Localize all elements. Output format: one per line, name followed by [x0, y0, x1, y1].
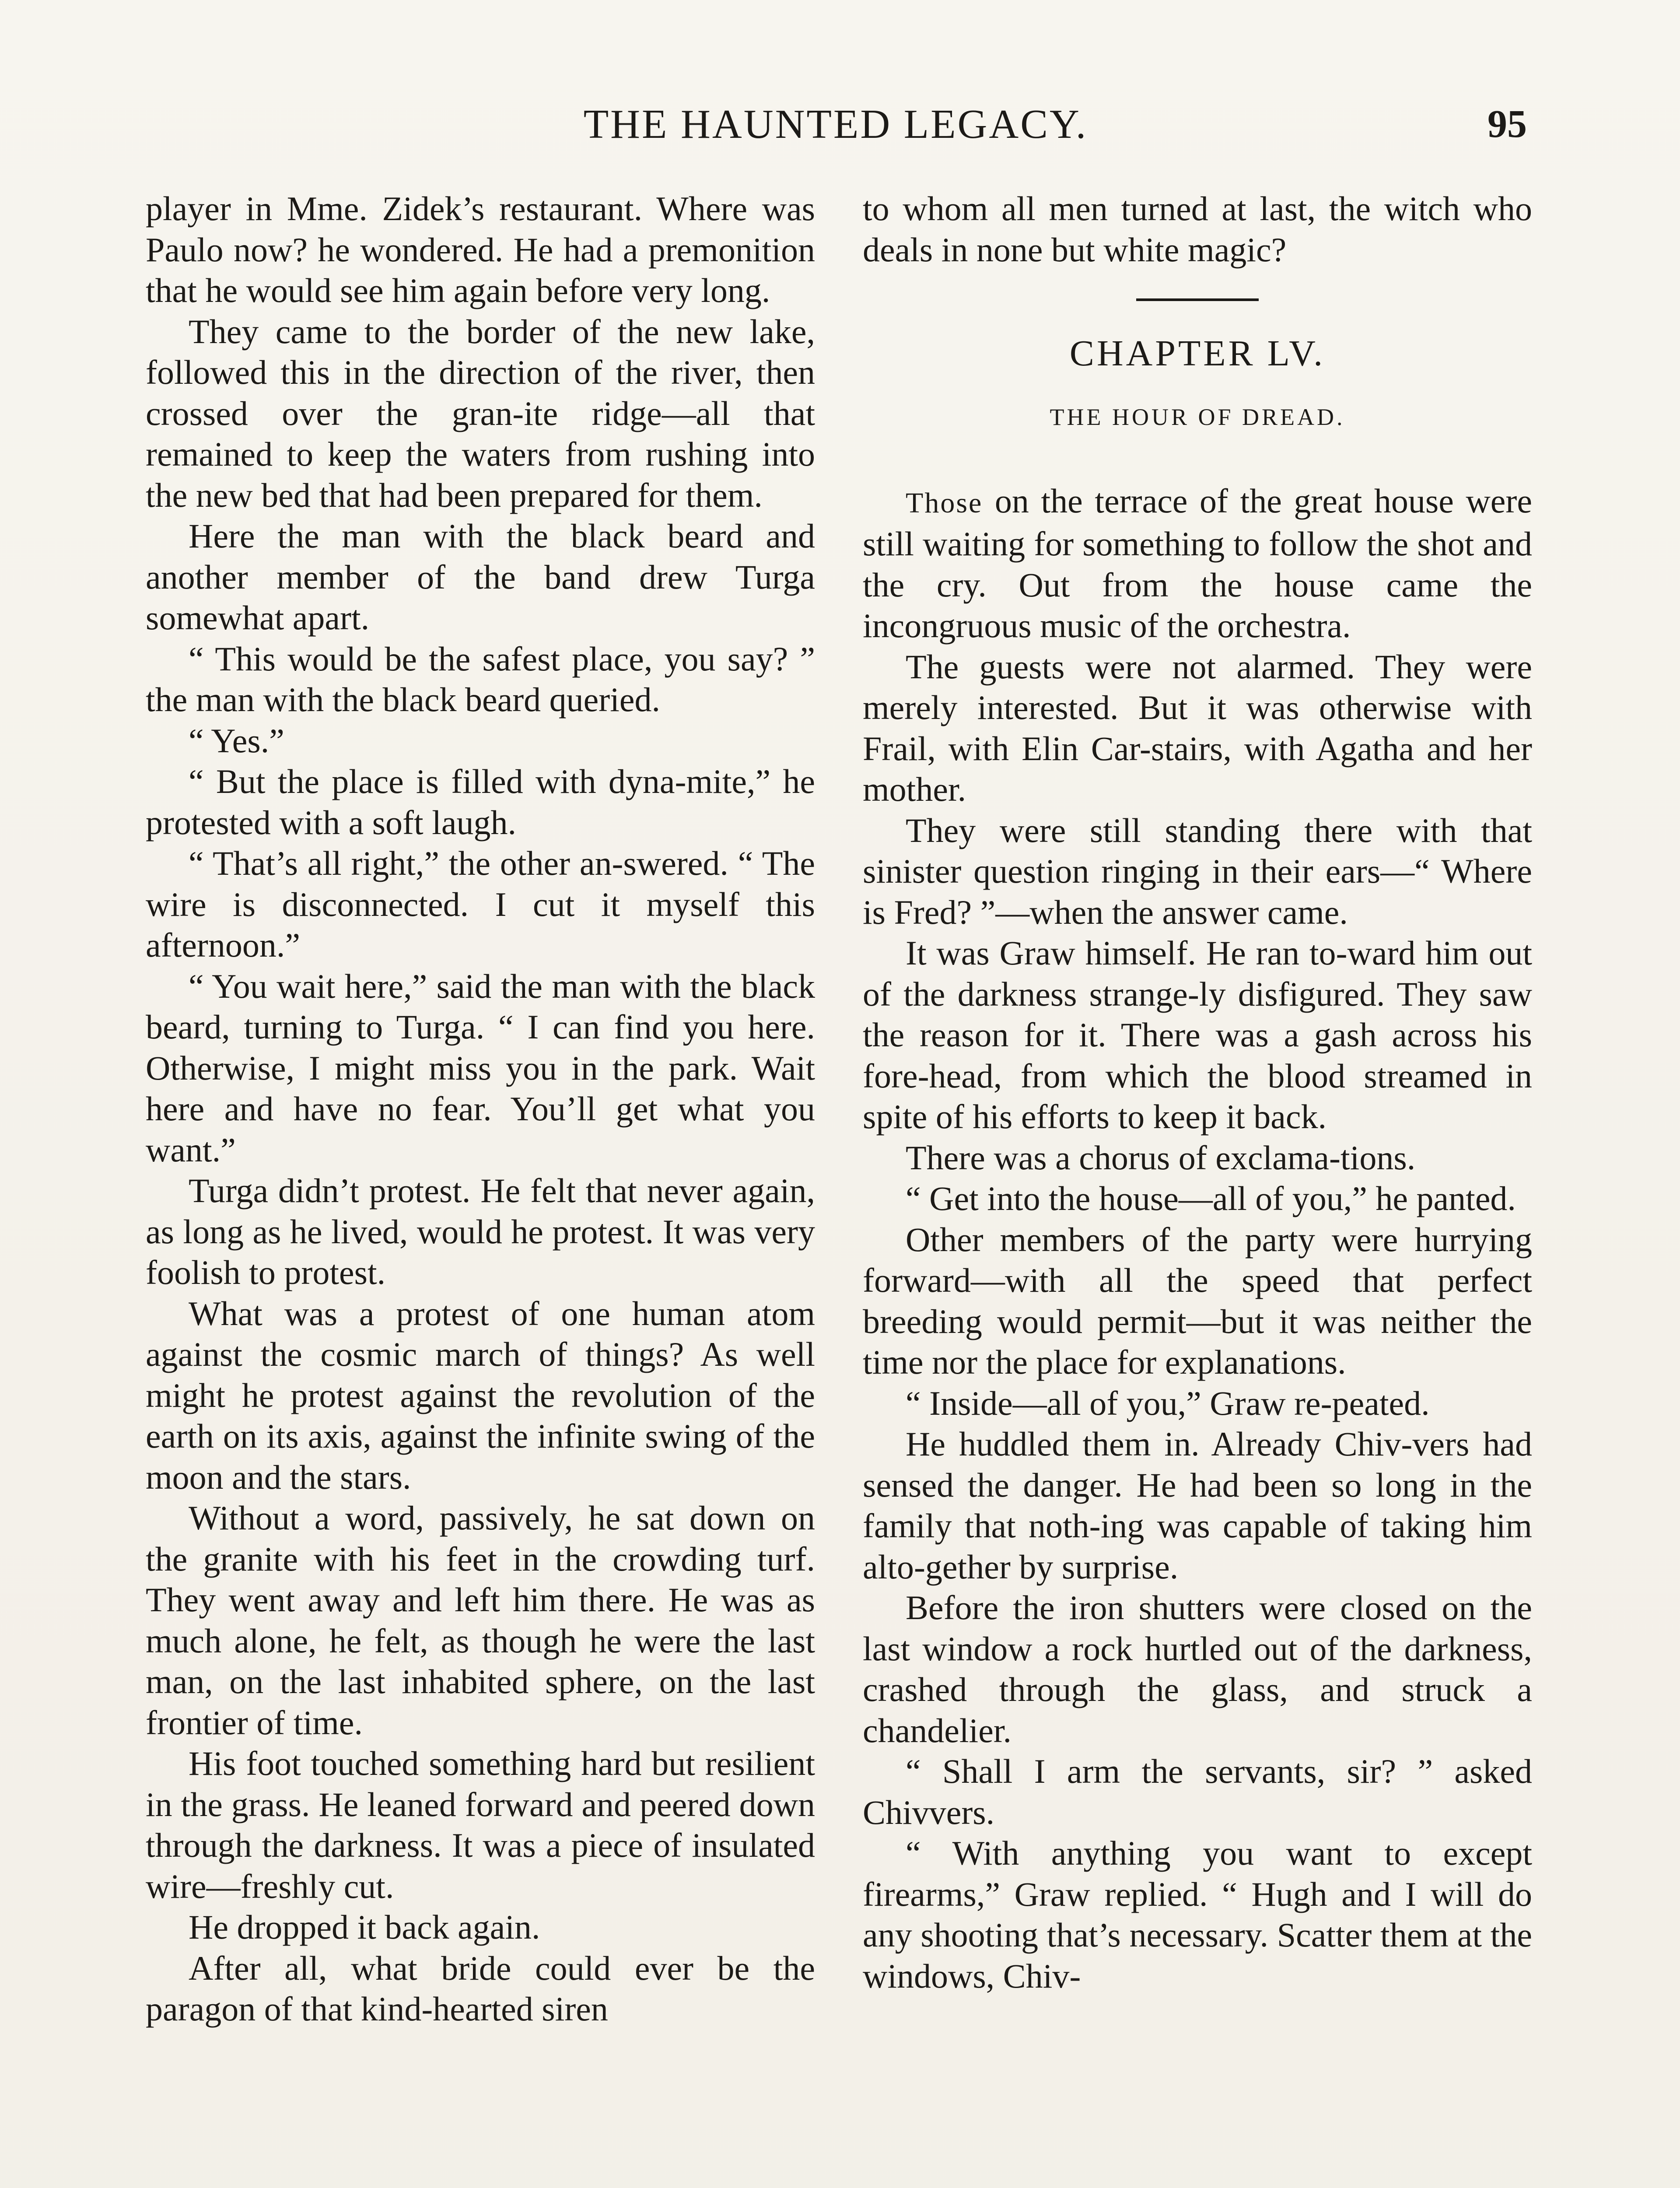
paragraph: “ You wait here,” said the man with the black beard, turning to Turga. “ I can find you here. Otherwise, I might miss you in the park. Wait here and have no fear. You’ll get what you want.” [146, 967, 815, 1169]
paragraph: Before the iron shutters were closed on the last window a rock hurtled out of the darkness, crashed through the glass, and struck a chandelier. [863, 1588, 1532, 1750]
paragraph: There was a chorus of exclama-tions. [906, 1138, 1416, 1177]
paragraph: “ With anything you want to except firearms,” Graw replied. “ Hugh and I will do any shooting that’s necessary. Scatter them at the windows, Chiv- [863, 1834, 1532, 1995]
paragraph: They came to the border of the new lake, followed this in the direction of the river, then crossed over the gran-ite ridge—all that remained to keep the waters from rushing into the new bed that had been prepared for them. [146, 312, 815, 514]
paragraph: Turga didn’t protest. He felt that never again, as long as he lived, would he protest. It was very foolish to protest. [146, 1171, 815, 1291]
small-caps-first-word: Those [906, 487, 983, 519]
paragraph: Without a word, passively, he sat down on the granite with his feet in the crowding turf. They went away and left him there. He was as much alone, he felt, as though he were the last man, on the last inhabited sphere, on the last frontier of time. [146, 1499, 815, 1742]
opening-text: on the terrace of the great house were still waiting for something to follow the shot and the cry. Out from the house came the incongruous music of the orchestra. [863, 481, 1532, 645]
paragraph: “ Shall I arm the servants, sir? ” asked Chivvers. [863, 1752, 1532, 1831]
chapter-opening-paragraph [863, 480, 1532, 646]
paragraph: “ Inside—all of you,” Graw re-peated. [906, 1384, 1430, 1422]
right-column [863, 188, 1532, 1996]
paragraph: He dropped it back again. [189, 1908, 540, 1946]
paragraph: Other members of the party were hurrying forward—with all the speed that perfect breeding would permit—but it was neither the time nor the place for explanations. [863, 1220, 1532, 1382]
paragraph: to whom all men turned at last, the witch who deals in none but white magic? [863, 189, 1532, 269]
paragraph: “ But the place is filled with dyna-mite,” he protested with a soft laugh. [146, 762, 815, 842]
running-header [144, 98, 1527, 160]
page-number: 95 [1488, 102, 1527, 146]
paragraph: “ That’s all right,” the other an-swered. “ The wire is disconnected. I cut it myself this afternoon.” [146, 844, 815, 964]
paragraph: “ This would be the safest place, you say? ” the man with the black beard queried. [146, 639, 815, 719]
chapter-subtitle: THE HOUR OF DREAD. [1050, 403, 1345, 430]
paragraph: What was a protest of one human atom against the cosmic march of things? As well might he protest against the revolution of the earth on its axis, against the infinite swing of the moon and the stars. [146, 1294, 815, 1496]
paragraph: His foot touched something hard but resilient in the grass. He leaned forward and peered down through the darkness. It was a piece of insulated wire—freshly cut. [146, 1744, 815, 1905]
left-column [146, 188, 815, 2030]
paragraph: Here the man with the black beard and another member of the band drew Turga somewhat apart. [146, 517, 815, 637]
running-title: THE HAUNTED LEGACY. [583, 102, 1088, 147]
paragraph: They were still standing there with that sinister question ringing in their ears—“ Where is Fred? ”—when the answer came. [863, 811, 1532, 931]
paragraph: He huddled them in. Already Chiv-vers had sensed the danger. He had been so long in the family that noth-ing was capable of taking him alto-gether by surprise. [863, 1425, 1532, 1586]
section-divider [1136, 298, 1259, 301]
paragraph: It was Graw himself. He ran to-ward him out of the darkness strange-ly disfigured. They saw the reason for it. There was a gash across his fore-head, from which the blood streamed in spite of his efforts to keep it back. [863, 934, 1532, 1136]
paragraph: player in Mme. Zidek’s restaurant. Where was Paulo now? he wondered. He had a premonition that he would see him again before very long. [146, 189, 815, 309]
paragraph: “ Get into the house—all of you,” he panted. [906, 1179, 1516, 1218]
paragraph: The guests were not alarmed. They were merely interested. But it was otherwise with Frail, with Elin Car-stairs, with Agatha and her mother. [863, 647, 1532, 809]
paragraph: After all, what bride could ever be the paragon of that kind-hearted siren [146, 1949, 815, 2028]
chapter-title: CHAPTER LV. [1069, 333, 1326, 374]
paragraph: “ Yes.” [189, 721, 284, 760]
